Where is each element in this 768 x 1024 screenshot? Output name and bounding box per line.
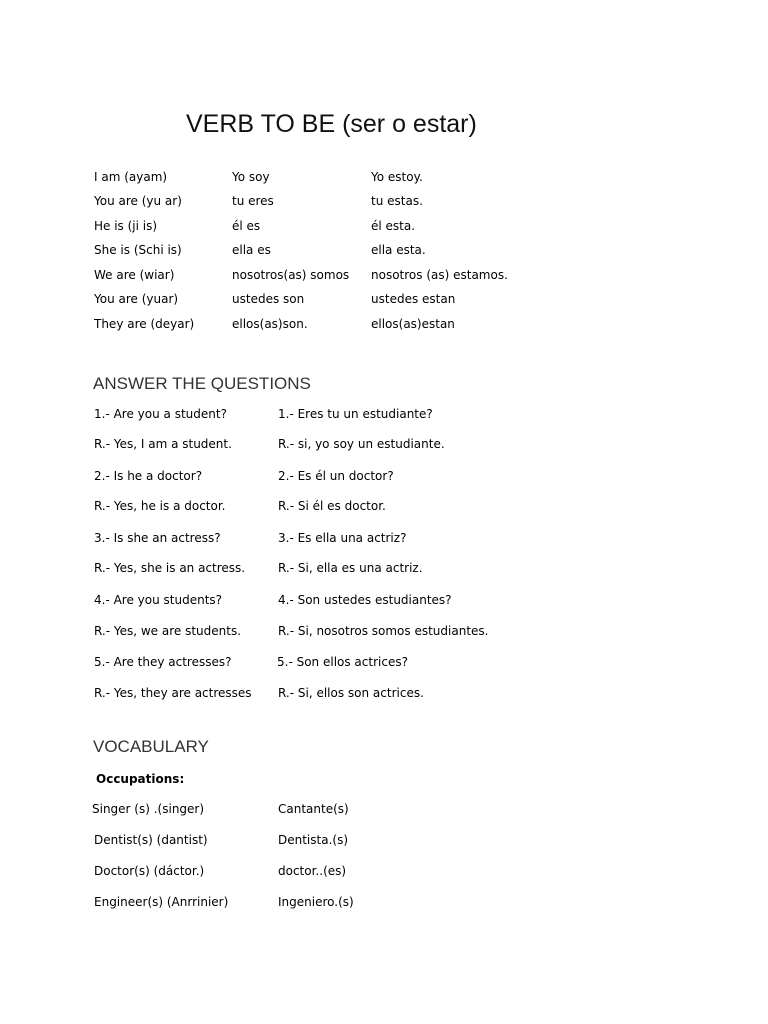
occupations-subheading: Occupations: — [96, 772, 185, 786]
conjugation-english: You are (yuar) — [94, 292, 179, 306]
question-english: 5.- Are they actresses? — [94, 655, 232, 669]
conjugation-english: I am (ayam) — [94, 170, 168, 184]
question-english: 1.- Are you a student? — [94, 407, 227, 421]
vocabulary-spanish: Dentista.(s) — [278, 833, 349, 847]
conjugation-estar: ella esta. — [371, 243, 426, 257]
conjugation-english: He is (ji is) — [94, 219, 158, 233]
conjugation-estar: él esta. — [371, 219, 416, 233]
answer-english: R.- Yes, he is a doctor. — [94, 499, 226, 513]
conjugation-english: You are (yu ar) — [94, 194, 182, 208]
conjugation-estar: ellos(as)estan — [371, 317, 455, 331]
question-spanish: 1.- Eres tu un estudiante? — [278, 407, 433, 421]
conjugation-estar: ustedes estan — [371, 292, 456, 306]
answer-spanish: R.- si, yo soy un estudiante. — [278, 437, 445, 451]
vocabulary-english: Singer (s) .(singer) — [92, 802, 205, 816]
conjugation-ser: ustedes son — [232, 292, 305, 306]
conjugation-english: She is (Schi is) — [94, 243, 182, 257]
answer-spanish: R.- Si, ella es una actriz. — [278, 561, 423, 575]
conjugation-estar: Yo estoy. — [371, 170, 423, 184]
conjugation-ser: ellos(as)son. — [232, 317, 308, 331]
answer-english: R.- Yes, I am a student. — [94, 437, 232, 451]
question-spanish: 4.- Son ustedes estudiantes? — [278, 593, 452, 607]
conjugation-ser: tu eres — [232, 194, 274, 208]
answer-spanish: R.- Si, nosotros somos estudiantes. — [278, 624, 489, 638]
question-english: 3.- Is she an actress? — [94, 531, 221, 545]
conjugation-ser: él es — [232, 219, 261, 233]
question-spanish: 3.- Es ella una actriz? — [278, 531, 407, 545]
answer-spanish: R.- Si, ellos son actrices. — [278, 686, 424, 700]
page-title: VERB TO BE (ser o estar) — [186, 110, 477, 138]
conjugation-english: They are (deyar) — [94, 317, 195, 331]
question-spanish: 5.- Son ellos actrices? — [277, 655, 408, 669]
vocabulary-spanish: doctor..(es) — [278, 864, 347, 878]
vocabulary-english: Doctor(s) (dáctor.) — [94, 864, 205, 878]
conjugation-ser: nosotros(as) somos — [232, 268, 350, 282]
question-english: 4.- Are you students? — [94, 593, 223, 607]
conjugation-ser: Yo soy — [232, 170, 270, 184]
vocabulary-english: Engineer(s) (Anrrinier) — [94, 895, 229, 909]
conjugation-ser: ella es — [232, 243, 271, 257]
answer-english: R.- Yes, we are students. — [94, 624, 242, 638]
question-english: 2.- Is he a doctor? — [94, 469, 203, 483]
answer-english: R.- Yes, she is an actress. — [94, 561, 246, 575]
conjugation-estar: nosotros (as) estamos. — [371, 268, 508, 282]
vocabulary-spanish: Ingeniero.(s) — [278, 895, 354, 909]
conjugation-estar: tu estas. — [371, 194, 423, 208]
conjugation-english: We are (wiar) — [94, 268, 175, 282]
question-spanish: 2.- Es él un doctor? — [278, 469, 394, 483]
questions-heading: ANSWER THE QUESTIONS — [93, 374, 311, 393]
answer-english: R.- Yes, they are actresses — [94, 686, 252, 700]
answer-spanish: R.- Si él es doctor. — [278, 499, 386, 513]
vocabulary-heading: VOCABULARY — [93, 737, 209, 756]
vocabulary-english: Dentist(s) (dantist) — [94, 833, 208, 847]
vocabulary-spanish: Cantante(s) — [278, 802, 349, 816]
